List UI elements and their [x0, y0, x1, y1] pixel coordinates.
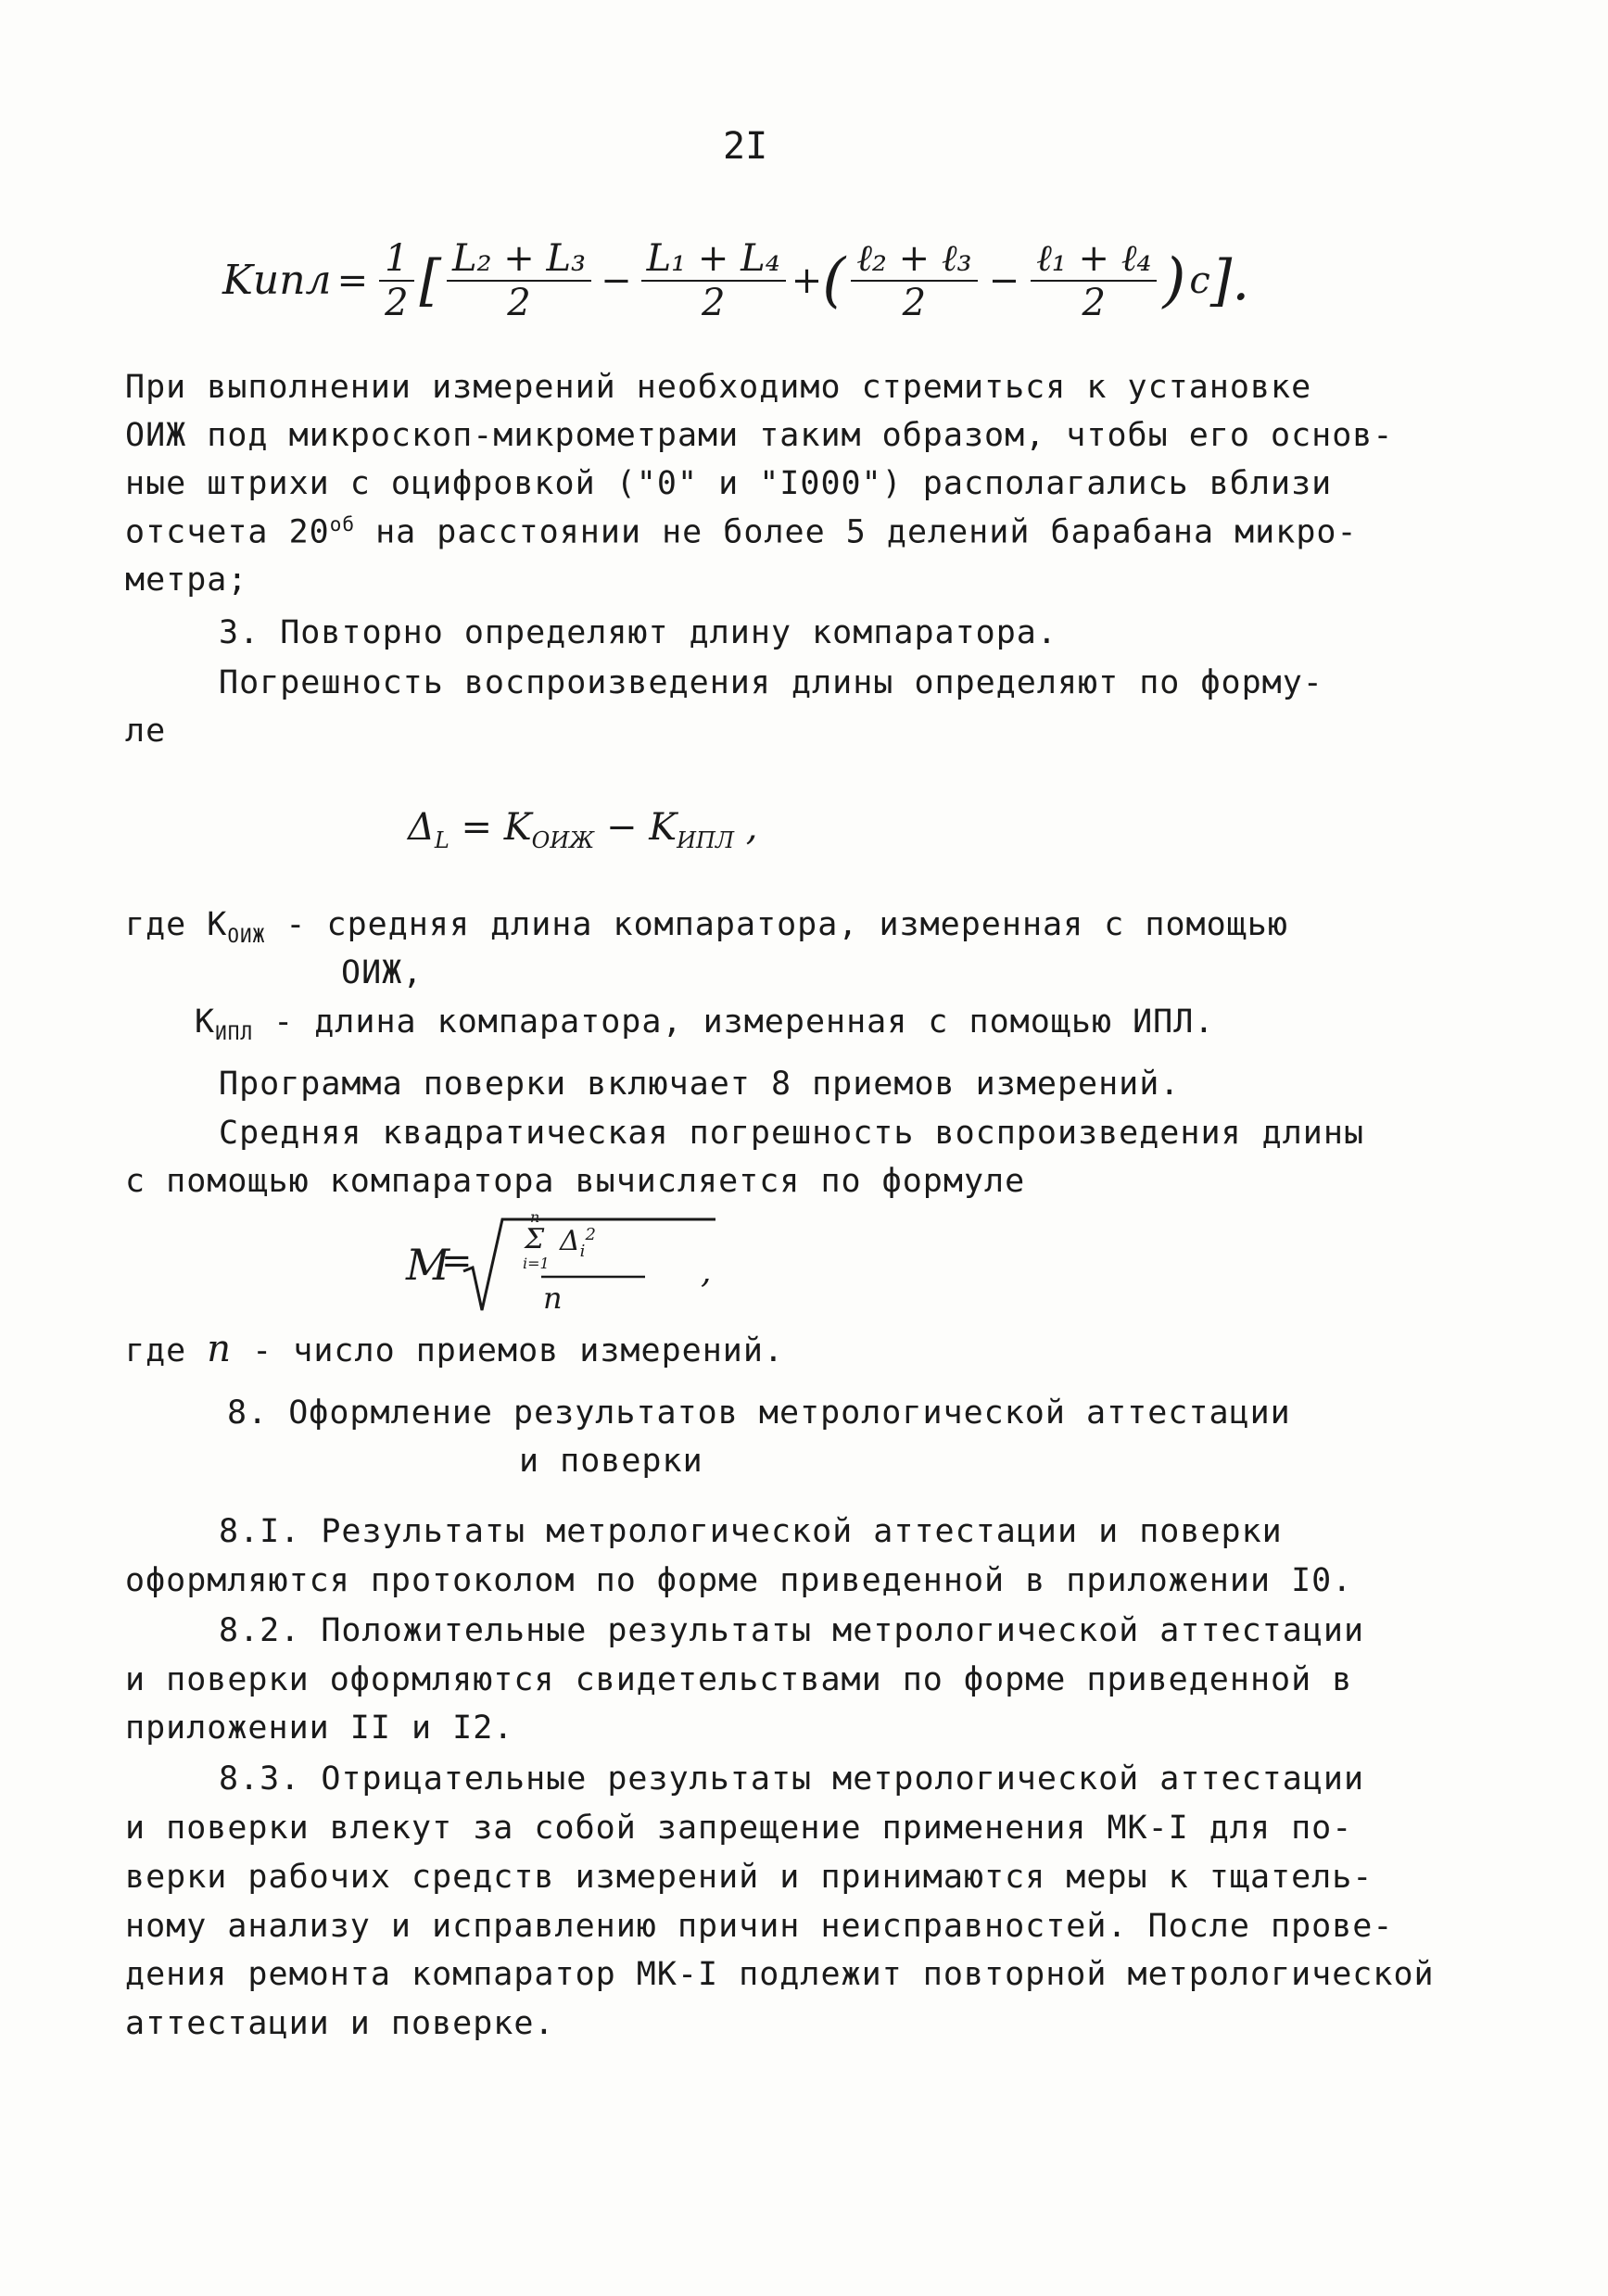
p81-line-2: оформляются протоколом по форме приведенной в приложении I0. [125, 1562, 1353, 1599]
formula-m-eq: = [441, 1240, 473, 1282]
formula-kipl-term1-den: 2 [507, 281, 531, 324]
formula-delta-eq: = [449, 806, 504, 849]
para1-line-4-a: отсчета 20 [125, 513, 330, 551]
formula-m-sigma-top: n [530, 1208, 540, 1226]
formula-kipl-c: c [1189, 259, 1210, 302]
formula-kipl-term2-num: L₁ + L₄ [641, 237, 786, 282]
p83-line-5: дения ремонта компаратор МК-I подлежит повторной метрологической [125, 1956, 1435, 1993]
p82-line-1: 8.2. Положительные результаты метрологической аттестации [219, 1612, 1365, 1649]
rms-line-2: с помощью компаратора вычисляется по формуле [125, 1163, 1026, 1200]
para1-line-4-b: на расстоянии не более 5 делений барабана микро- [355, 513, 1358, 551]
formula-kipl-term2-den: 2 [701, 281, 726, 324]
formula-kipl-term1-num: L₂ + L₃ [447, 237, 591, 282]
formula-kipl-term1 [447, 237, 591, 324]
p83-line-6: аттестации и поверке. [125, 2005, 555, 2042]
formula-kipl-term3-den: 2 [902, 282, 927, 324]
formula-kipl-half-den: 2 [385, 281, 409, 324]
para1-line-5: метра; [125, 561, 248, 599]
where-3 [125, 1328, 784, 1370]
formula-m-delta-symbol: Δ [560, 1225, 580, 1257]
formula-delta-lhs: Δ [408, 806, 435, 849]
page-number: 2I [723, 125, 768, 168]
para1-line-2: ОИЖ под микроскоп-микрометрами таким образом, чтобы его основ- [125, 417, 1394, 454]
formula-kipl-lhs: Kипл [222, 257, 332, 304]
section-8-heading-1: 8. Оформление результатов метрологической аттестации [227, 1394, 1291, 1432]
formula-m-delta-sub: i [579, 1242, 586, 1261]
formula-delta-minus: − [594, 806, 650, 849]
formula-kipl-term4-den: 2 [1082, 282, 1106, 324]
formula-kipl-half [379, 237, 413, 324]
formula-kipl-paren-close: ) [1162, 246, 1186, 315]
formula-delta-k2-sub: ИПЛ [677, 827, 734, 853]
para1-line-3: ные штрихи с оцифровкой ("0" и "I000") располагались вблизи [125, 465, 1333, 502]
formula-kipl-minus1: − [601, 259, 632, 302]
formula-kipl [222, 236, 1249, 324]
p83-line-4: ному анализу и исправлению причин неисправностей. После прове- [125, 1908, 1394, 1945]
formula-kipl-plus: + [791, 259, 823, 302]
where-3-b: - число приемов измерений. [232, 1332, 785, 1369]
rms-line-1: Средняя квадратическая погрешность воспроизведения длины [219, 1115, 1365, 1152]
formula-kipl-bracket-close: ]. [1209, 247, 1250, 313]
formula-kipl-term3-num: ℓ₂ + ℓ₃ [851, 236, 977, 282]
formula-kipl-paren-open: ( [822, 246, 846, 315]
formula-m-delta [560, 1225, 596, 1261]
where-3-a: где [125, 1332, 208, 1369]
formula-delta-k2: K [649, 806, 677, 849]
where-1-sub: ОИЖ [227, 925, 266, 947]
formula-m-sigma-bottom: i=1 [523, 1255, 550, 1272]
p81-line-1: 8.I. Результаты метрологической аттестации и поверки [219, 1513, 1283, 1550]
error-line-1: Погрешность воспроизведения длины определяют по форму- [219, 664, 1323, 701]
where-2-sub: ИПЛ [215, 1022, 254, 1044]
formula-m [406, 1208, 721, 1316]
formula-m-sigma: Σ [525, 1223, 545, 1255]
where-2-a: K [195, 1003, 216, 1041]
formula-kipl-term4 [1031, 236, 1157, 324]
where-3-n: n [207, 1328, 233, 1370]
where-2-b: - длина компаратора, измеренная с помощью ИПЛ. [253, 1003, 1215, 1041]
formula-m-comma: , [701, 1253, 712, 1291]
p82-line-3: приложении II и I2. [125, 1709, 514, 1747]
p83-line-2: и поверки влекут за собой запрещение применения МК-I для по- [125, 1810, 1353, 1847]
formula-kipl-eq: = [336, 259, 369, 302]
formula-delta-comma: , [733, 806, 758, 849]
p82-line-2: и поверки оформляются свидетельствами по форме приведенной в [125, 1661, 1353, 1698]
p83-line-1: 8.3. Отрицательные результаты метрологической аттестации [219, 1760, 1365, 1798]
formula-m-lhs: M [406, 1240, 450, 1290]
formula-delta-k1: K [503, 806, 532, 849]
where-1-cont: ОИЖ, [341, 954, 424, 991]
section-8-heading-2: и поверки [519, 1443, 703, 1480]
formula-kipl-bracket-open: [ [419, 247, 441, 313]
error-line-2: ле [125, 713, 167, 750]
formula-kipl-term3 [851, 236, 977, 324]
formula-delta-lhs-sub: L [434, 827, 449, 853]
program-line: Программа поверки включает 8 приемов измерений. [219, 1066, 1181, 1103]
formula-kipl-term2 [641, 237, 786, 324]
formula-m-delta-sup: 2 [585, 1225, 596, 1244]
item-3: 3. Повторно определяют длину компаратора. [219, 614, 1057, 651]
formula-kipl-minus2: − [988, 259, 1020, 302]
para1-line-4 [125, 513, 1358, 551]
p83-line-3: верки рабочих средств измерений и принимаются меры к тщатель- [125, 1859, 1374, 1896]
formula-kipl-term4-num: ℓ₁ + ℓ₄ [1031, 236, 1157, 282]
where-2 [195, 1003, 1214, 1044]
para1-line-1: При выполнении измерений необходимо стремиться к установке [125, 369, 1312, 406]
where-1-a: где K [125, 906, 228, 943]
where-1-b: - средняя длина компаратора, измеренная с помощью [265, 906, 1288, 943]
formula-delta [408, 806, 757, 853]
formula-kipl-half-num: 1 [379, 237, 413, 282]
where-1 [125, 906, 1288, 947]
formula-m-denominator: n [543, 1280, 563, 1316]
formula-delta-k1-sub: ОИЖ [531, 827, 595, 853]
para1-line-4-sup: об [329, 513, 356, 536]
